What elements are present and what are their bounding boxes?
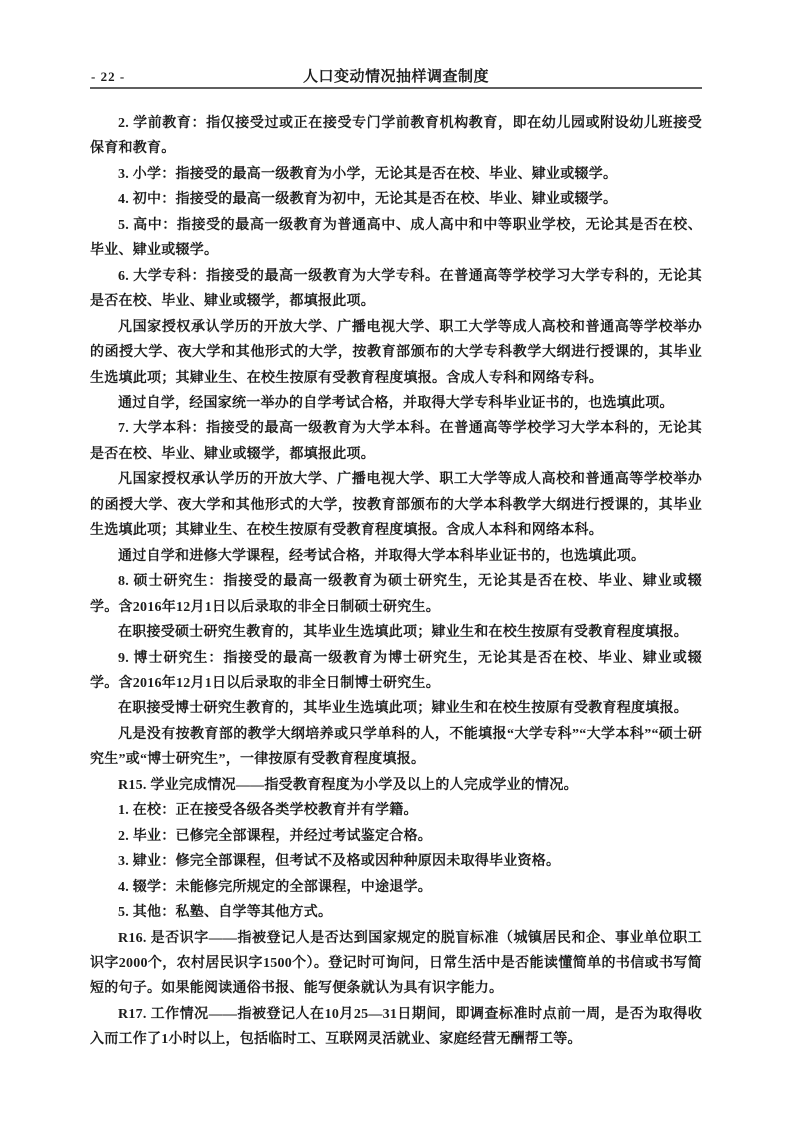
para-master-onjob: 在职接受硕士研究生教育的，其毕业生选填此项；肄业生和在校生按原有受教育程度填报。 — [118, 625, 688, 641]
document-title: 人口变动情况抽样调查制度 — [302, 69, 489, 85]
para-other: 5. 其他：私塾、自学等其他方式。 — [118, 905, 333, 921]
para-junior-high: 4. 初中：指接受的最高一级教育为初中，无论其是否在校、毕业、肄业或辍学。 — [118, 192, 618, 208]
para-dropout: 4. 辍学：未能修完所规定的全部课程，中途退学。 — [118, 879, 432, 895]
para-doctor-onjob: 在职接受博士研究生教育的，其毕业生选填此项；肄业生和在校生按原有受教育程度填报。 — [118, 701, 688, 717]
para-bachelor: 7. 大学本科：指接受的最高一级教育为大学本科。在普通高等学校学习大学本科的，无论其是否在校、毕业、肄业或辍学，都填报此项。 — [90, 421, 702, 462]
para-doctor: 9. 博士研究生：指接受的最高一级教育为博士研究生，无论其是否在校、毕业、肄业或辍学。含2016年12月1日以后录取的非全日制博士研究生。 — [90, 650, 702, 691]
para-r17-work-status: R17. 工作情况——指被登记人在10月25—31日期间，即调查标准时点前一周，是否为取得收入而工作了1小时以上，包括临时工、互联网灵活就业、家庭经营无酬帮工等。 — [90, 1006, 702, 1048]
page-number: - 22 - — [91, 69, 126, 84]
header-rule — [90, 87, 702, 89]
page-body — [90, 111, 702, 1053]
para-in-school: 1. 在校：正在接受各级各类学校教育并有学籍。 — [118, 803, 418, 819]
para-r16-literacy: R16. 是否识字——指被登记人是否达到国家规定的脱盲标准（城镇居民和企、事业单位职工识字2000个，农村居民识字1500个）。登记时可询问，日常生活中是否能读懂简单的书信或书写简短的句子。如果能阅读通俗书报、能写便条就认为具有识字能力。 — [90, 930, 702, 997]
para-senior-high: 5. 高中：指接受的最高一级教育为普通高中、成人高中和中等职业学校，无论其是否在校、毕业、肄业或辍学。 — [90, 217, 702, 259]
para-r15-completion-status: R15. 学业完成情况——指受教育程度为小学及以上的人完成学业的情况。 — [118, 777, 578, 793]
para-bachelor-selfstudy: 通过自学和进修大学课程，经考试合格，并取得大学本科毕业证书的，也选填此项。 — [118, 548, 646, 564]
para-primary-school: 3. 小学：指接受的最高一级教育为小学，无论其是否在校、毕业、肄业或辍学。 — [118, 166, 618, 182]
para-bachelor-adult: 凡国家授权承认学历的开放大学、广播电视大学、职工大学等成人高校和普通高等学校举办的函授大学、夜大学和其他形式的大学，按教育部颁布的大学本科教学大纲进行授课的，其毕业生选填此项；其肄业生、在校生按原有受教育程度填报。含成人本科和网络本科。 — [90, 472, 702, 539]
para-not-per-syllabus: 凡是没有按教育部的教学大纲培养或只学单科的人，不能填报“大学专科”“大学本科”“硕士研究生”或“博士研究生”，一律按原有受教育程度填报。 — [90, 726, 702, 768]
para-incomplete: 3. 肄业：修完全部课程，但考试不及格或因种种原因未取得毕业资格。 — [118, 854, 561, 870]
para-junior-college: 6. 大学专科：指接受的最高一级教育为大学专科。在普通高等学校学习大学专科的，无论其是否在校、毕业、肄业或辍学，都填报此项。 — [90, 268, 702, 310]
page-header — [90, 66, 702, 86]
para-junior-college-selfstudy: 通过自学，经国家统一举办的自学考试合格，并取得大学专科毕业证书的，也选填此项。 — [118, 395, 674, 411]
para-graduated: 2. 毕业：已修完全部课程，并经过考试鉴定合格。 — [118, 828, 432, 844]
para-master: 8. 硕士研究生：指接受的最高一级教育为硕士研究生，无论其是否在校、毕业、肄业或辍学。含2016年12月1日以后录取的非全日制硕士研究生。 — [90, 574, 702, 615]
para-preschool-education: 2. 学前教育：指仅接受过或正在接受专门学前教育机构教育，即在幼儿园或附设幼儿班接受保育和教育。 — [90, 116, 702, 157]
para-junior-college-adult: 凡国家授权承认学历的开放大学、广播电视大学、职工大学等成人高校和普通高等学校举办的函授大学、夜大学和其他形式的大学，按教育部颁布的大学专科教学大纲进行授课的，其毕业生选填此项；其肄业生、在校生按原有受教育程度填报。含成人专科和网络专科。 — [90, 319, 702, 386]
